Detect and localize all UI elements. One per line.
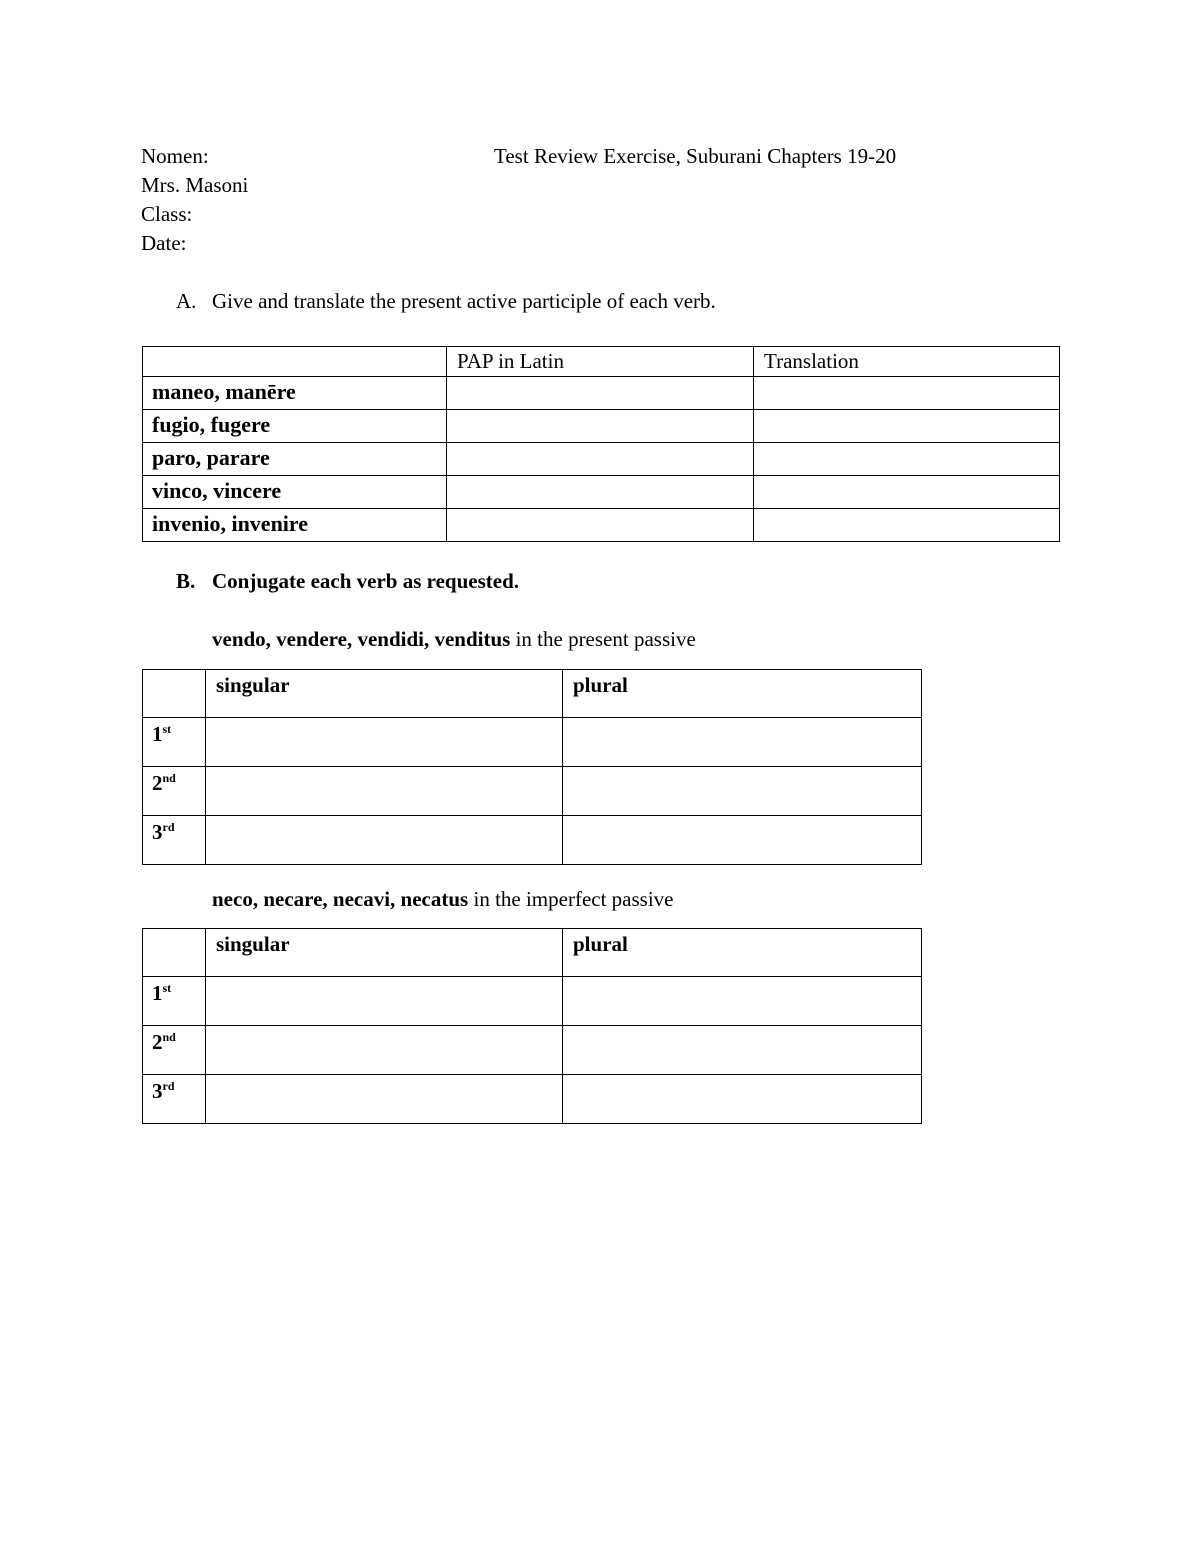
answer-cell[interactable]	[206, 767, 563, 816]
teacher-name: Mrs. Masoni	[141, 173, 249, 197]
table-row	[143, 816, 922, 865]
answer-cell[interactable]	[563, 1075, 922, 1124]
answer-cell[interactable]	[754, 377, 1060, 410]
answer-cell[interactable]	[206, 977, 563, 1026]
answer-cell[interactable]	[206, 816, 563, 865]
answer-cell[interactable]	[754, 476, 1060, 509]
answer-cell[interactable]	[206, 1026, 563, 1075]
header-cell-plural: plural	[563, 929, 922, 977]
table-row	[143, 767, 922, 816]
answer-cell[interactable]	[754, 410, 1060, 443]
nomen-label: Nomen:	[141, 144, 209, 168]
section-b-instruction: Conjugate each verb as requested.	[212, 569, 520, 593]
exercise-2-verb: neco, necare, necavi, necatus	[212, 887, 469, 911]
header-cell-singular: singular	[206, 929, 563, 977]
answer-cell[interactable]	[447, 410, 754, 443]
verb-label: paro, parare	[143, 443, 447, 476]
table-row	[143, 443, 1060, 476]
answer-cell[interactable]	[754, 509, 1060, 542]
answer-cell[interactable]	[206, 1075, 563, 1124]
date-label: Date:	[141, 231, 187, 255]
answer-cell[interactable]	[563, 816, 922, 865]
header-cell-translation: Translation	[754, 347, 1060, 377]
answer-cell[interactable]	[563, 767, 922, 816]
answer-cell[interactable]	[563, 977, 922, 1026]
table-header-row	[143, 670, 922, 718]
table-row	[143, 1026, 922, 1075]
answer-cell[interactable]	[447, 509, 754, 542]
answer-cell[interactable]	[447, 377, 754, 410]
person-label: 1st	[143, 977, 206, 1026]
answer-cell[interactable]	[754, 443, 1060, 476]
table-header-row	[143, 929, 922, 977]
answer-cell[interactable]	[206, 718, 563, 767]
table-row	[143, 410, 1060, 443]
exercise-1-tense: in the present passive	[510, 627, 696, 651]
person-label: 3rd	[143, 1075, 206, 1124]
verb-label: fugio, fugere	[143, 410, 447, 443]
table-row	[143, 476, 1060, 509]
table-row	[143, 509, 1060, 542]
class-label: Class:	[141, 202, 193, 226]
exercise-2-tense: in the imperfect passive	[468, 887, 674, 911]
header-cell-blank	[143, 670, 206, 718]
table-header-row	[143, 347, 1060, 377]
verb-label: vinco, vincere	[143, 476, 447, 509]
person-label: 2nd	[143, 767, 206, 816]
present-passive-table	[142, 669, 922, 865]
header-cell-plural: plural	[563, 670, 922, 718]
table-row	[143, 1075, 922, 1124]
participle-table	[142, 346, 1060, 542]
table-row	[143, 977, 922, 1026]
answer-cell[interactable]	[447, 476, 754, 509]
verb-label: invenio, invenire	[143, 509, 447, 542]
section-b-letter: B.	[176, 569, 196, 593]
person-label: 1st	[143, 718, 206, 767]
section-a-instruction: Give and translate the present active participle of each verb.	[212, 289, 716, 313]
exercise-1-prompt	[212, 625, 696, 654]
header-cell-blank	[143, 347, 447, 377]
header-cell-pap: PAP in Latin	[447, 347, 754, 377]
header-cell-blank	[143, 929, 206, 977]
answer-cell[interactable]	[563, 718, 922, 767]
table-row	[143, 377, 1060, 410]
table-row	[143, 718, 922, 767]
header-cell-singular: singular	[206, 670, 563, 718]
section-a-letter: A.	[176, 289, 197, 313]
person-label: 2nd	[143, 1026, 206, 1075]
exercise-1-verb: vendo, vendere, vendidi, venditus	[212, 627, 511, 651]
answer-cell[interactable]	[447, 443, 754, 476]
worksheet-title: Test Review Exercise, Suburani Chapters 19-20	[494, 144, 897, 168]
answer-cell[interactable]	[563, 1026, 922, 1075]
imperfect-passive-table	[142, 928, 922, 1124]
exercise-2-prompt	[212, 885, 674, 914]
person-label: 3rd	[143, 816, 206, 865]
verb-label: maneo, manēre	[143, 377, 447, 410]
